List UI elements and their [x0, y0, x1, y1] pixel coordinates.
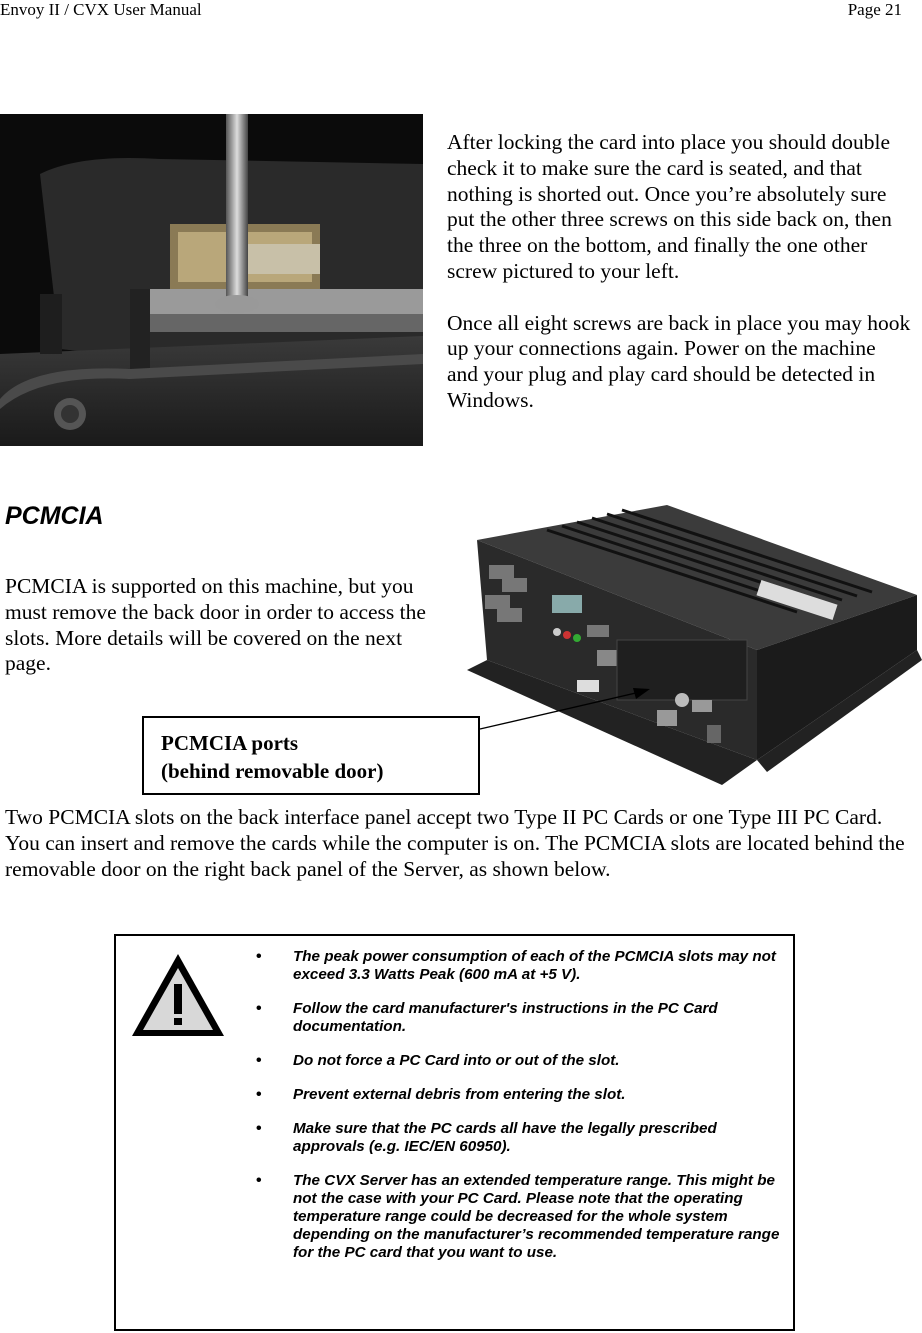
warning-item: • The CVX Server has an extended temperature range. This might be not the case with your PC Card. Please note that the operating temperature range could be decreased for the whole system depending on the manufacturer’s recommended temperature range for the PC card that you want to use.: [256, 1172, 786, 1262]
warning-item: • Follow the card manufacturer's instructions in the PC Card documentation.: [256, 1000, 786, 1036]
intro-paragraph: Once all eight screws are back in place you may hook up your connections again. Power on the machine and your plug and play card should be detected in Windows.: [447, 310, 911, 412]
intro-paragraph: After locking the card into place you should double check it to make sure the card is seated, and that nothing is shorted out. Once you’re absolutely sure put the other three screws on this side back on, then the three on the bottom, and finally the one other screw pictured to your left.: [447, 130, 892, 283]
pcmcia-paragraph: PCMCIA is supported on this machine, but you must remove the back door in order to access the slots. More details will be covered on the next page.: [5, 574, 426, 676]
callout-line: PCMCIA ports: [161, 731, 299, 755]
warning-triangle-icon: [130, 952, 226, 1040]
section-heading: PCMCIA: [5, 502, 104, 530]
warning-item: • Do not force a PC Card into or out of the slot.: [256, 1052, 786, 1070]
server-unit-photo: [467, 500, 922, 796]
running-header-title: Envoy II / CVX User Manual: [0, 0, 202, 19]
warning-item: • The peak power consumption of each of the PCMCIA slots may not exceed 3.3 Watts Peak (600 mA at +5 V).: [256, 948, 786, 984]
warning-item: • Make sure that the PC cards all have the legally prescribed approvals (e.g. IEC/EN 60950).: [256, 1120, 786, 1156]
warning-box: [114, 934, 795, 1331]
page-number: Page 21: [847, 0, 902, 19]
warning-list: [256, 948, 786, 1278]
card-installation-photo: [0, 114, 423, 446]
warning-item: • Prevent external debris from entering the slot.: [256, 1086, 786, 1104]
intro-text: [447, 130, 912, 414]
body-paragraph: Two PCMCIA slots on the back interface panel accept two Type II PC Cards or one Type III PC Card. You can insert and remove the cards while the computer is on. The PCMCIA slots are located behind the removable door on the right back panel of the Server, as shown below.: [5, 805, 905, 881]
callout-line: (behind removable door): [161, 759, 384, 783]
pcmcia-callout: [142, 716, 480, 795]
